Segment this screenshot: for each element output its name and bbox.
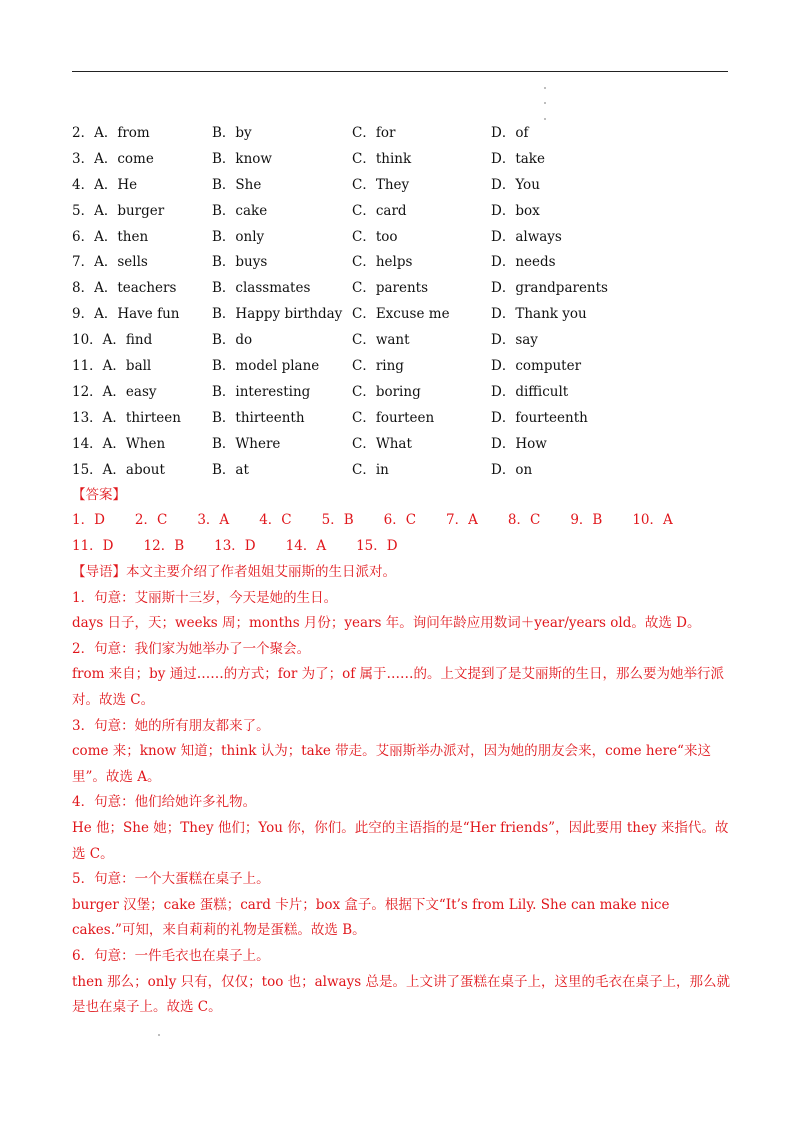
option-c: C．What (352, 435, 412, 452)
answer-key: 5．B (321, 512, 354, 528)
answer-key: 11．D (72, 538, 114, 554)
option-a: 15．A．about (72, 461, 165, 478)
option-b: B．buys (212, 254, 268, 271)
question-option-row (72, 380, 732, 406)
option-c: C．think (352, 150, 412, 167)
option-a: 4．A．He (72, 176, 138, 193)
header-rule (72, 71, 728, 72)
option-c: C．helps (352, 254, 413, 271)
option-b: B．thirteenth (212, 409, 305, 426)
option-c: C．Excuse me (352, 306, 450, 323)
option-d: D．fourteenth (491, 409, 588, 426)
option-d: D．always (491, 228, 562, 245)
option-b: B．at (212, 461, 249, 478)
option-c: C．for (352, 125, 396, 141)
option-b: B．classmates (212, 280, 311, 297)
question-option-row (72, 121, 732, 147)
option-d: D．How (491, 435, 547, 452)
answer-key: 6．C (383, 512, 417, 528)
explanation-meaning: 5．句意：一个大蛋糕在桌子上。 (72, 871, 270, 888)
option-a: 3．A．come (72, 150, 154, 167)
answer-key: 15．D (356, 538, 398, 554)
question-option-row (72, 276, 732, 302)
option-b: B．do (212, 332, 253, 349)
option-a: 14．A．When (72, 435, 166, 452)
option-c: C．want (352, 332, 410, 349)
answer-key: 12．B (143, 538, 185, 554)
option-a: 7．A．sells (72, 254, 148, 271)
explanation-meaning: 2．句意：我们家为她举办了一个聚会。 (72, 640, 311, 657)
option-d: D．computer (491, 358, 582, 375)
option-c: C．in (352, 461, 389, 478)
answer-key: 9．B (570, 512, 603, 528)
option-a: 10．A．find (72, 332, 153, 349)
option-b: B．model plane (212, 358, 320, 375)
option-a: 6．A．then (72, 228, 149, 245)
explanation-meaning: 1．句意：艾丽斯十三岁，今天是她的生日。 (72, 589, 338, 606)
guide-text: 【导语】本文主要介绍了作者姐姐艾丽斯的生日派对。 (72, 564, 396, 580)
scan-speck (544, 102, 546, 104)
explanation-note: He 他；She 她；They 他们；You 你，你们。此空的主语指的是“Her friends”，因此要用 they 来指代。故选 C。 (72, 819, 729, 862)
answer-key: 3．A (197, 512, 230, 528)
answer-key: 14．A (285, 538, 327, 554)
option-b: B．interesting (212, 383, 311, 400)
option-d: D．grandparents (491, 280, 608, 297)
option-d: D．say (491, 332, 538, 349)
option-b: B．Happy birthday (212, 306, 343, 323)
option-b: B．only (212, 228, 265, 245)
option-d: D．You (491, 176, 540, 193)
option-d: D．take (491, 150, 545, 167)
option-a: 12．A．easy (72, 383, 157, 400)
option-a: 8．A．teachers (72, 280, 177, 297)
option-d: D．difficult (491, 383, 569, 400)
explanation-note: from 来自；by 通过……的方式；for 为了；of 属于……的。上文提到了是艾丽斯的生日，那么要为她举行派对。故选 C。 (72, 666, 725, 708)
question-option-row (72, 302, 732, 328)
option-d: D．box (491, 202, 540, 219)
question-option-row (72, 432, 732, 458)
scan-speck (544, 118, 546, 120)
option-c: C．boring (352, 383, 421, 400)
answer-heading: 【答案】 (72, 487, 126, 503)
question-option-row (72, 406, 732, 432)
answer-key: 10．A (632, 512, 673, 528)
option-d: D．Thank you (491, 306, 587, 323)
answer-key: 7．A (446, 512, 478, 528)
question-option-row (72, 225, 732, 251)
question-option-row (72, 147, 732, 173)
explanation-meaning: 4．句意：他们给她许多礼物。 (72, 794, 257, 811)
question-options-list (72, 121, 732, 483)
question-option-row (72, 458, 732, 484)
option-b: B．by (212, 125, 252, 141)
option-c: C．card (352, 202, 407, 219)
question-option-row (72, 328, 732, 354)
explanation-note: burger 汉堡；cake 蛋糕；card 卡片；box 盒子。根据下文“It’s from Lily. She can make nice cakes.”可知，来自莉莉的礼物是蛋糕。故选 B。 (72, 896, 670, 939)
answer-key: 13．D (214, 538, 256, 554)
answer-key: 1．D (72, 512, 105, 528)
explanation-note: days 日子，天；weeks 周；months 月份；years 年。询问年龄应用数词＋year/years old。故选 D。 (72, 615, 701, 632)
option-c: C．ring (352, 358, 404, 375)
explanation-meaning: 6．句意：一件毛衣也在桌子上。 (72, 947, 270, 964)
option-d: D．needs (491, 254, 556, 271)
explanation-note: come 来；know 知道；think 认为；take 带走。艾丽斯举办派对，因为她的朋友会来，come here“来这里”。故选 A。 (72, 743, 711, 785)
option-a: 9．A．Have fun (72, 306, 180, 323)
option-a: 13．A．thirteen (72, 409, 181, 426)
option-b: B．know (212, 150, 272, 167)
answer-section (72, 483, 732, 1021)
answer-key-list (72, 507, 727, 559)
option-a: 5．A．burger (72, 202, 165, 219)
answer-key: 4．C (259, 512, 292, 528)
option-a: 2．A．from (72, 125, 150, 141)
explanations (72, 586, 732, 1021)
option-a: 11．A．ball (72, 358, 152, 375)
option-b: B．cake (212, 202, 268, 219)
explanation-note: then 那么；only 只有，仅仅；too 也；always 总是。上文讲了蛋糕在桌子上，这里的毛衣在桌子上，那么就是也在桌子上。故选 C。 (72, 973, 730, 1016)
option-d: D．of (491, 125, 529, 141)
answer-key: 8．C (507, 512, 541, 528)
option-b: B．She (212, 176, 262, 193)
answer-key: 2．C (134, 512, 168, 528)
option-b: B．Where (212, 435, 281, 452)
option-c: C．fourteen (352, 409, 435, 426)
explanation-meaning: 3．句意：她的所有朋友都来了。 (72, 717, 270, 734)
question-option-row (72, 250, 732, 276)
option-d: D．on (491, 461, 533, 478)
question-option-row (72, 173, 732, 199)
question-option-row (72, 199, 732, 225)
question-option-row (72, 354, 732, 380)
option-c: C．parents (352, 280, 429, 297)
option-c: C．too (352, 228, 398, 245)
scan-speck (158, 1034, 160, 1036)
scan-speck (544, 87, 546, 89)
option-c: C．They (352, 176, 410, 193)
